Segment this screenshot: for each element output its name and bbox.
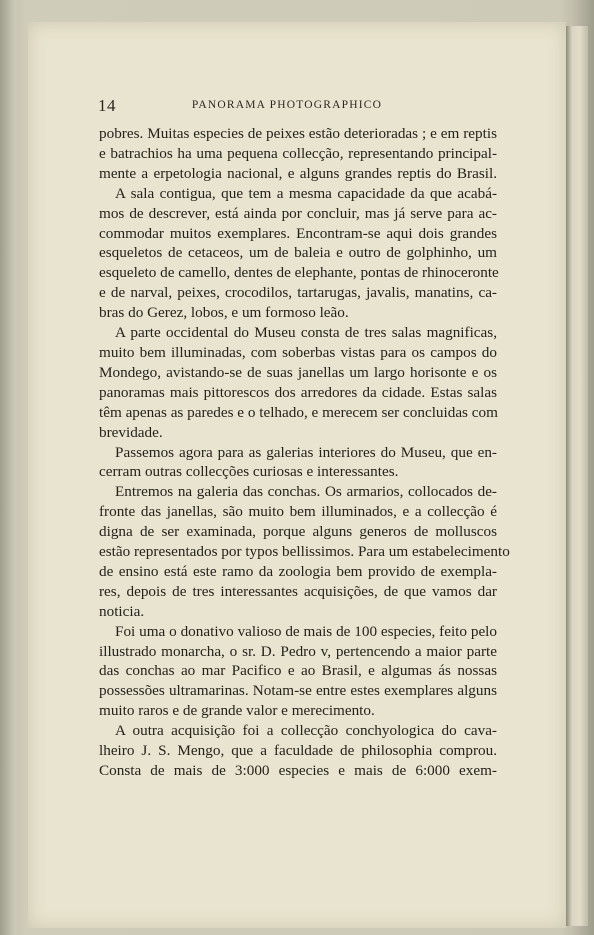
text-line: possessões ultramarinas. Notam-se entre estes exemplares alguns (99, 682, 497, 700)
paragraph-3 (99, 323, 497, 442)
text-line: pobres. Muitas especies de peixes estão deterioradas ; e em reptis (99, 125, 497, 142)
text-line: das conchas ao mar Pacifico e ao Brasil, e algumas ás nossas (99, 662, 497, 680)
paragraph-1 (99, 124, 497, 184)
running-title: PANORAMA PHOTOGRAPHICO (191, 99, 383, 111)
paragraph-5 (99, 482, 510, 621)
text-line: estão representados por typos bellissimos. Para um estabelecimento (99, 543, 510, 561)
paragraph-2 (99, 184, 497, 323)
text-line: A sala contigua, que tem a mesma capacidade da que acabá- (115, 184, 497, 202)
running-header (72, 92, 502, 118)
text-line: de ensino está este ramo da zoologia bem provido de exempla- (99, 562, 497, 580)
text-line: cerram outras collecções curiosas e interessantes. (99, 463, 399, 481)
text-line: A parte occidental do Museu consta de tres salas magnificas, (115, 324, 497, 342)
text-line: lheiro J. S. Mengo, que a faculdade de philosophia comprou. (99, 742, 497, 760)
text-line: esqueleto de camello, dentes de elephante, pontas de rhinoceronte (99, 264, 499, 282)
text-line: panoramas mais pittorescos dos arredores da cidade. Estas salas (99, 383, 497, 401)
paragraph-4 (99, 443, 497, 483)
text-line: Mondego, avistando-se de suas janellas um largo horisonte e os (99, 363, 497, 381)
text-line: Consta de mais de 3:000 especies e mais de 6:000 exem- (99, 762, 497, 779)
text-line: mente a erpetologia nacional, e alguns grandes reptis do Brasil. (99, 164, 497, 182)
text-line: muito raros e de grande valor e merecimento. (99, 702, 375, 720)
text-line: commodar muitos exemplares. Encontram-se aqui dois grandes (99, 224, 497, 242)
text-line: e batrachios ha uma pequena collecção, representando principal- (99, 144, 497, 162)
text-line: digna de ser examinada, porque alguns generos de molluscos (99, 523, 497, 541)
body-text (99, 124, 510, 781)
text-line: res, depois de tres interessantes acquisições, de que vamos dar (99, 582, 497, 600)
text-line: Passemos agora para as galerias interiores do Museu, que en- (115, 443, 497, 461)
text-line: bras do Gerez, lobos, e um formoso leão. (99, 304, 349, 322)
text-line: Entremos na galeria das conchas. Os armarios, collocados de- (115, 483, 497, 501)
text-line: illustrado monarcha, o sr. D. Pedro v, pertencendo a maior parte (99, 642, 497, 660)
text-line: têm apenas as paredes e o telhado, e merecem ser concluidas com (99, 403, 498, 421)
text-line: e de narval, peixes, crocodilos, tartarugas, javalis, manatins, ca- (99, 284, 497, 302)
text-line: muito bem illuminadas, com soberbas vistas para os campos do (99, 343, 497, 361)
text-line: brevidade. (99, 423, 163, 441)
text-line: Foi uma o donativo valioso de mais de 100 especies, feito pelo (115, 622, 497, 640)
text-line: mos de descrever, está ainda por concluir, mas já serve para ac- (99, 204, 497, 222)
text-line: noticia. (99, 602, 145, 620)
next-page-edge (566, 26, 588, 926)
text-line: esqueletos de cetaceos, um de baleia e outro de golphinho, um (99, 244, 497, 262)
paragraph-6 (99, 622, 497, 722)
text-line: A outra acquisição foi a collecção conchyologica do cava- (115, 722, 497, 740)
paragraph-7 (99, 721, 497, 781)
page-number: 14 (98, 96, 116, 115)
text-line: fronte das janellas, são muito bem illuminados, e a collecção é (99, 503, 497, 521)
